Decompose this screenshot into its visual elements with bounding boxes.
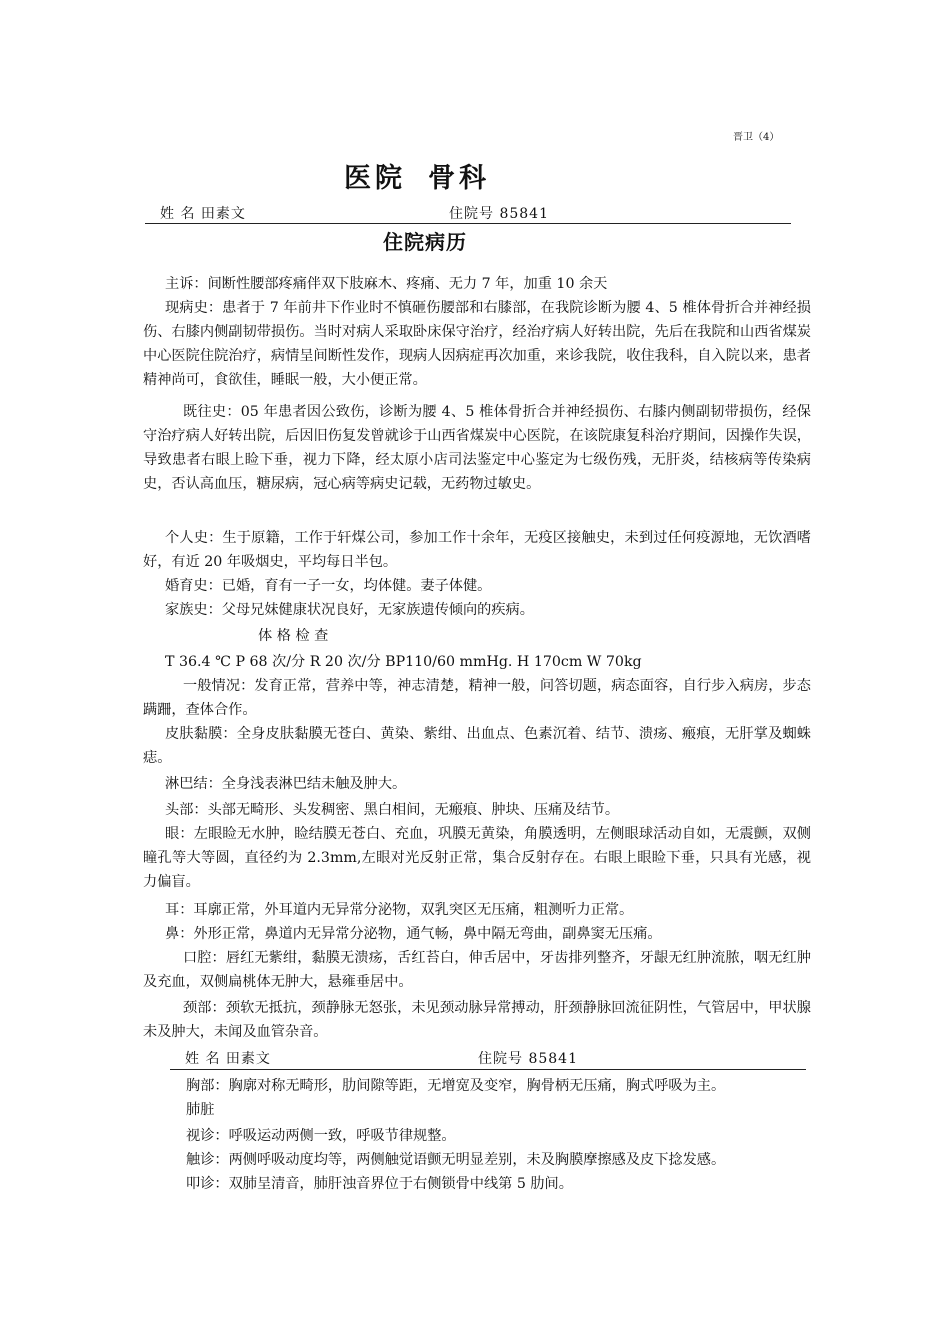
hospital-name: 医院 <box>344 163 406 194</box>
personal-history: 个人史：生于原籍，工作于轩煤公司，参加工作十余年，无疫区接触史，未到过任何疫源地，无饮酒嗜好，有近 20 年吸烟史，平均每日半包。 <box>143 530 811 570</box>
patient-name: 姓 名 田素文 <box>160 206 246 222</box>
past-history: 既往史：05 年患者因公致伤，诊断为腰 4、5 椎体骨折合并神经损伤、右膝内侧副韧带损伤，经保守治疗病人好转出院，后因旧伤复发曾就诊于山西省煤炭中心医院，在该院康复科治疗期间，因操作失误，导致患者右眼上睑下垂，视力下降，经太原小店司法鉴定中心鉴定为七级伤残，无肝炎，结核病等传染病史，否认高血压，糖尿病，冠心病等病史记载，无药物过敏史。 <box>143 404 811 492</box>
general-condition: 一般情况：发育正常，营养中等，神志清楚，精神一般，问答切题，病态面容，自行步入病房，步态蹒跚，查体合作。 <box>143 678 811 718</box>
lymph-nodes: 淋巴结：全身浅表淋巴结未触及肿大。 <box>165 776 407 792</box>
family-history: 家族史：父母兄妹健康状况良好，无家族遗传倾向的疾病。 <box>165 602 534 618</box>
ear-exam: 耳：耳廓正常，外耳道内无异常分泌物，双乳突区无压痛，粗测听力正常。 <box>165 902 634 918</box>
exam-title: 体 格 检 查 <box>258 628 329 644</box>
chief-complaint: 主诉：间断性腰部疼痛伴双下肢麻木、疼痛、无力 7 年，加重 10 余天 <box>165 276 608 292</box>
lung-percussion: 叩诊：双肺呈清音，肺肝浊音界位于右侧锁骨中线第 5 肋间。 <box>186 1176 573 1192</box>
nose-exam: 鼻：外形正常，鼻道内无异常分泌物，通气畅，鼻中隔无弯曲，副鼻窦无压痛。 <box>165 926 662 942</box>
mouth-exam: 口腔：唇红无紫绀，黏膜无溃疡，舌红苔白，伸舌居中，牙齿排列整齐，牙龈无红肿流脓，咽无红肿及充血，双侧扁桃体无肿大，悬雍垂居中。 <box>143 950 811 990</box>
eye-exam: 眼：左眼睑无水肿，睑结膜无苍白、充血，巩膜无黄染，角膜透明，左侧眼球活动自如，无震颤，双侧瞳孔等大等圆，直径约为 2.3mm,左眼对光反射正常，集合反射存在。右眼上眼睑下垂，只具有光感，视力偏盲。 <box>143 826 811 890</box>
neck-exam: 颈部：颈软无抵抗，颈静脉无怒张，未见颈动脉异常搏动，肝颈静脉回流征阴性，气管居中，甲状腺未及肿大，未闻及血管杂音。 <box>143 1000 811 1040</box>
lung-palpation: 触诊：两侧呼吸动度均等，两侧触觉语颤无明显差别，未及胸膜摩擦感及皮下捻发感。 <box>186 1152 726 1168</box>
admission-number-repeat: 住院号 85841 <box>478 1051 578 1067</box>
hospital-header <box>344 156 490 195</box>
chest-exam: 胸部：胸廓对称无畸形，肋间隙等距，无增宽及变窄，胸骨柄无压痛，胸式呼吸为主。 <box>186 1078 726 1094</box>
vital-signs: T 36.4 ℃ P 68 次/分 R 20 次/分 BP110/60 mmHg. H 170cm W 70kg <box>165 654 642 670</box>
header-divider <box>145 223 791 224</box>
present-illness: 现病史：患者于 7 年前井下作业时不慎砸伤腰部和右膝部，在我院诊断为腰 4、5 椎体骨折合并神经损伤、右膝内侧副韧带损伤。当时对病人采取卧床保守治疗，经治疗病人好转出院，先后在我院和山西省煤炭中心医院住院治疗，病情呈间断性发作，现病人因病症再次加重，来诊我院，收住我科，自入院以来，患者精神尚可，食欲佳，睡眠一般，大小便正常。 <box>143 300 811 388</box>
admission-number: 住院号 85841 <box>449 206 549 222</box>
page-divider <box>170 1069 806 1070</box>
lung-inspection: 视诊：呼吸运动两侧一致，呼吸节律规整。 <box>186 1128 456 1144</box>
record-title: 住院病历 <box>383 230 467 254</box>
head-exam: 头部：头部无畸形、头发稠密、黑白相间，无瘢痕、肿块、压痛及结节。 <box>165 802 620 818</box>
patient-name-repeat: 姓 名 田素文 <box>185 1051 271 1067</box>
department-name: 骨科 <box>428 163 490 194</box>
marital-history: 婚育史：已婚，育有一子一女，均体健。妻子体健。 <box>165 578 492 594</box>
skin-mucosa: 皮肤黏膜：全身皮肤黏膜无苍白、黄染、紫绀、出血点、色素沉着、结节、溃疡、瘢痕，无肝掌及蜘蛛痣。 <box>143 726 811 766</box>
lungs-title: 肺脏 <box>186 1102 215 1118</box>
document-code: 晋卫（4） <box>733 132 780 143</box>
